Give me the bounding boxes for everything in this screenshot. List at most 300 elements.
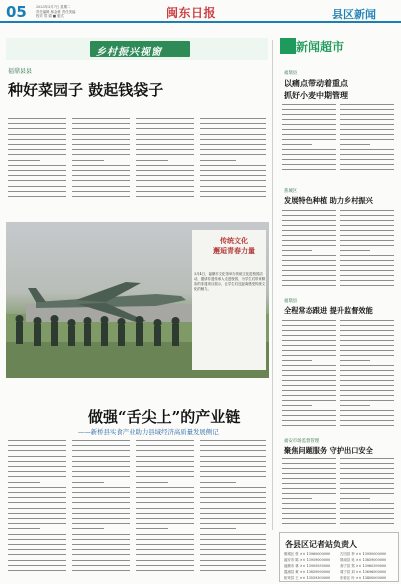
text-line xyxy=(282,154,336,155)
text-line xyxy=(72,445,130,446)
feature-subheadline: ——新桥县实食产业助力县域经济高质量发展侧记 xyxy=(78,428,219,436)
text-line xyxy=(282,498,312,499)
text-line xyxy=(282,285,336,286)
text-line xyxy=(282,109,336,110)
text-line xyxy=(340,420,394,421)
text-line xyxy=(72,461,130,462)
text-line xyxy=(200,502,266,503)
text-line xyxy=(72,471,130,472)
text-line xyxy=(72,476,130,477)
text-line xyxy=(282,425,336,426)
text-line xyxy=(282,164,336,165)
text-line xyxy=(340,129,394,130)
text-line xyxy=(8,492,66,493)
text-line xyxy=(282,395,336,396)
text-line xyxy=(340,518,394,519)
text-line xyxy=(136,497,194,498)
text-line xyxy=(340,225,394,226)
text-line xyxy=(72,144,130,145)
banner-title: 乡村振兴视窗 xyxy=(96,47,162,58)
text-line xyxy=(282,488,336,489)
text-line xyxy=(8,118,66,119)
text-line xyxy=(282,400,336,401)
text-line xyxy=(8,482,40,483)
text-line xyxy=(72,508,130,509)
news-kicker: 蕉城区 xyxy=(284,189,298,194)
text-line xyxy=(282,260,336,261)
text-line xyxy=(136,528,168,529)
text-line xyxy=(8,154,66,155)
text-line xyxy=(136,539,194,540)
text-line xyxy=(340,154,394,155)
text-line xyxy=(340,320,394,321)
text-line xyxy=(72,191,130,192)
photo-caption-title: 传统文化 邂逅青春力量 xyxy=(213,236,255,255)
text-line xyxy=(282,104,336,105)
text-line xyxy=(340,360,370,361)
edition-info xyxy=(36,5,75,19)
text-line xyxy=(72,549,130,550)
text-line xyxy=(200,165,266,166)
text-line xyxy=(200,134,266,135)
text-line xyxy=(340,415,394,416)
text-line xyxy=(136,513,194,514)
text-line xyxy=(200,139,266,140)
text-line xyxy=(340,498,370,499)
text-line xyxy=(8,497,66,498)
text-line xyxy=(282,473,336,474)
photo-caption: 3月4日，福鼎市文化馆举办传统文化进校园活动，邀请非遗传承人走进校园，为学生们带来精彩的非遗项目展示，让学生们近距离感受传统文化的魅力。 xyxy=(194,272,266,291)
news-kicker: 福鼎县 xyxy=(284,71,298,76)
text-line xyxy=(340,245,394,246)
text-line xyxy=(340,365,394,366)
text-line xyxy=(136,544,194,545)
text-line xyxy=(8,149,66,150)
text-line xyxy=(136,196,194,197)
text-line xyxy=(282,139,336,140)
text-line xyxy=(8,528,40,529)
text-line xyxy=(136,549,194,550)
contact-entry: 福安市 陈 ×× 13959000000 xyxy=(284,558,331,562)
text-line xyxy=(340,335,394,336)
news-section-icon xyxy=(280,38,296,54)
text-line xyxy=(282,365,336,366)
text-line xyxy=(200,497,266,498)
text-line xyxy=(340,400,394,401)
text-line xyxy=(136,170,194,171)
text-line xyxy=(8,518,66,519)
text-line xyxy=(200,518,266,519)
text-line xyxy=(340,240,394,241)
lead-headline: 种好菜园子 鼓起钱袋子 xyxy=(8,81,164,99)
text-line xyxy=(340,265,394,266)
text-line xyxy=(340,119,394,120)
contact-entry: 古田县 李 ×× 13950000000 xyxy=(340,552,387,556)
text-line xyxy=(282,483,336,484)
text-line xyxy=(72,180,130,181)
text-line xyxy=(72,554,130,555)
text-line xyxy=(282,220,336,221)
text-line xyxy=(282,335,336,336)
text-line xyxy=(200,487,266,488)
text-line xyxy=(72,440,130,441)
text-line xyxy=(8,461,66,462)
text-line xyxy=(340,488,394,489)
text-line xyxy=(340,114,394,115)
text-line xyxy=(282,508,336,509)
text-line xyxy=(200,554,266,555)
text-line xyxy=(72,466,130,467)
text-line xyxy=(200,180,266,181)
text-line xyxy=(136,175,194,176)
text-line xyxy=(282,210,336,211)
text-line xyxy=(282,144,312,145)
text-line xyxy=(200,508,266,509)
text-line xyxy=(72,118,130,119)
text-line xyxy=(72,492,130,493)
date-line: 2023年3月7日 星期二 xyxy=(36,5,71,9)
text-line xyxy=(340,493,394,494)
text-line xyxy=(282,405,312,406)
text-line xyxy=(340,355,394,356)
proof-line: 校对 郑 娟 ■ 版式 xyxy=(36,14,64,19)
text-line xyxy=(72,518,130,519)
text-line xyxy=(200,154,266,155)
text-line xyxy=(72,523,130,524)
text-line xyxy=(8,476,66,477)
text-line xyxy=(340,473,394,474)
text-line xyxy=(136,160,168,161)
text-line xyxy=(200,523,266,524)
text-line xyxy=(282,134,336,135)
text-line xyxy=(340,215,394,216)
text-line xyxy=(200,450,266,451)
text-line xyxy=(340,385,394,386)
text-line xyxy=(282,225,336,226)
text-line xyxy=(8,170,66,171)
text-line xyxy=(8,539,66,540)
newspaper-logo: 闽东日报 xyxy=(166,6,217,20)
text-line xyxy=(72,196,130,197)
text-line xyxy=(8,445,66,446)
text-line xyxy=(340,285,394,286)
text-line xyxy=(282,270,336,271)
text-line xyxy=(8,513,66,514)
text-line xyxy=(136,570,194,571)
text-line xyxy=(340,149,394,150)
text-line xyxy=(8,570,66,571)
text-line xyxy=(200,128,266,129)
text-line xyxy=(8,134,66,135)
contact-entry: 福鼎市 林 ×× 13905930000 xyxy=(284,564,331,568)
text-line xyxy=(8,508,66,509)
text-line xyxy=(340,250,370,251)
text-line xyxy=(282,493,336,494)
text-line xyxy=(282,463,336,464)
text-line xyxy=(8,191,66,192)
text-line xyxy=(282,458,336,459)
text-line xyxy=(282,478,336,479)
text-line xyxy=(136,476,194,477)
text-line xyxy=(8,180,66,181)
text-line xyxy=(200,445,266,446)
text-line xyxy=(136,456,194,457)
text-line xyxy=(200,123,266,124)
text-line xyxy=(72,160,104,161)
text-line xyxy=(282,149,336,150)
text-line xyxy=(340,280,394,281)
text-line xyxy=(340,395,394,396)
text-line xyxy=(340,375,394,376)
text-line xyxy=(282,169,336,170)
contact-entry: 周宁县 刘 ×× 13696000000 xyxy=(340,570,387,574)
text-line xyxy=(200,492,266,493)
text-line xyxy=(136,492,194,493)
contact-entry: 柘荣县 王 ×× 13559300000 xyxy=(284,576,331,580)
text-line xyxy=(282,124,336,125)
text-line xyxy=(200,149,266,150)
text-line xyxy=(8,549,66,550)
text-line xyxy=(136,518,194,519)
text-line xyxy=(72,502,130,503)
feature-headline: 做强“舌尖上”的产业链 xyxy=(88,408,241,426)
text-line xyxy=(72,175,130,176)
text-line xyxy=(72,497,130,498)
text-line xyxy=(340,483,394,484)
text-line xyxy=(340,104,394,105)
news-kicker: 福鼎县 xyxy=(284,299,298,304)
text-line xyxy=(200,544,266,545)
text-line xyxy=(282,215,336,216)
text-line xyxy=(282,265,336,266)
text-line xyxy=(340,463,394,464)
contact-entry: 蕉城区 张 ×× 13960000000 xyxy=(284,552,331,556)
text-line xyxy=(282,119,336,120)
text-line xyxy=(282,245,336,246)
news-kicker: 福安市场监督管理 xyxy=(284,439,320,444)
text-line xyxy=(282,370,336,371)
text-line xyxy=(72,539,130,540)
text-line xyxy=(282,518,336,519)
text-line xyxy=(200,513,266,514)
text-line xyxy=(8,554,66,555)
text-line xyxy=(282,355,336,356)
text-line xyxy=(200,160,236,161)
text-line xyxy=(8,196,66,197)
text-line xyxy=(200,461,266,462)
text-line xyxy=(340,503,394,504)
text-line xyxy=(8,128,66,129)
text-line xyxy=(200,565,266,566)
text-line xyxy=(136,144,194,145)
text-line xyxy=(136,523,194,524)
text-line xyxy=(340,390,394,391)
text-line xyxy=(340,134,394,135)
text-line xyxy=(200,471,266,472)
text-line xyxy=(340,370,394,371)
text-line xyxy=(340,513,394,514)
text-line xyxy=(282,513,336,514)
text-line xyxy=(136,154,194,155)
text-line xyxy=(72,456,130,457)
text-line xyxy=(340,255,394,256)
text-line xyxy=(200,560,266,561)
text-line xyxy=(136,118,194,119)
text-line xyxy=(282,280,336,281)
text-line xyxy=(200,144,266,145)
text-line xyxy=(8,456,66,457)
text-line xyxy=(136,123,194,124)
text-line xyxy=(72,560,130,561)
lead-kicker: 福鼎县县 xyxy=(8,68,33,75)
text-line xyxy=(282,230,336,231)
text-line xyxy=(282,114,336,115)
text-line xyxy=(282,275,336,276)
text-line xyxy=(72,128,130,129)
text-line xyxy=(72,154,130,155)
text-line xyxy=(340,230,394,231)
text-line xyxy=(8,487,66,488)
text-line xyxy=(282,420,336,421)
text-line xyxy=(340,235,394,236)
text-line xyxy=(136,508,194,509)
text-line xyxy=(72,134,130,135)
text-line xyxy=(200,456,266,457)
text-line xyxy=(200,549,266,550)
text-line xyxy=(136,180,194,181)
text-line xyxy=(200,466,266,467)
text-line xyxy=(200,186,266,187)
text-line xyxy=(136,461,194,462)
masthead-rule xyxy=(0,21,401,23)
text-line xyxy=(340,109,394,110)
text-line xyxy=(340,508,394,509)
text-line xyxy=(72,123,130,124)
text-line xyxy=(72,149,130,150)
contact-entry: 东侨区 叶 ×× 13400000000 xyxy=(340,576,387,580)
text-line xyxy=(136,554,194,555)
text-line xyxy=(72,165,130,166)
text-line xyxy=(8,123,66,124)
text-line xyxy=(136,560,194,561)
text-line xyxy=(282,320,336,321)
text-line xyxy=(200,476,266,477)
text-line xyxy=(282,380,336,381)
text-line xyxy=(340,164,394,165)
text-line xyxy=(72,186,130,187)
text-line xyxy=(200,528,236,529)
text-line xyxy=(340,410,394,411)
text-line xyxy=(8,450,66,451)
text-line xyxy=(340,139,394,140)
section-title: 县区新闻 xyxy=(332,8,376,21)
text-line xyxy=(340,425,394,426)
text-line xyxy=(136,450,194,451)
text-line xyxy=(136,565,194,566)
news-headline-line2: 抓好小麦中期管理 xyxy=(284,90,348,100)
text-line xyxy=(72,170,130,171)
news-headline: 聚焦问题服务 守护出口安全 xyxy=(284,446,373,455)
text-line xyxy=(72,450,130,451)
text-line xyxy=(8,186,66,187)
text-line xyxy=(136,440,194,441)
text-line xyxy=(136,471,194,472)
news-headline: 发展特色种植 助力乡村振兴 xyxy=(284,196,373,205)
text-line xyxy=(8,565,66,566)
text-line xyxy=(340,345,394,346)
text-line xyxy=(8,139,66,140)
text-line xyxy=(136,534,194,535)
text-line xyxy=(340,169,394,170)
text-line xyxy=(282,129,336,130)
text-line xyxy=(340,144,370,145)
text-line xyxy=(136,445,194,446)
text-line xyxy=(282,250,312,251)
text-line xyxy=(136,191,194,192)
text-line xyxy=(340,458,394,459)
text-line xyxy=(200,570,266,571)
text-line xyxy=(282,235,336,236)
text-line xyxy=(8,440,66,441)
text-line xyxy=(282,345,336,346)
text-line xyxy=(282,350,336,351)
text-line xyxy=(72,482,104,483)
text-line xyxy=(8,144,66,145)
text-line xyxy=(136,128,194,129)
text-line xyxy=(282,325,336,326)
text-line xyxy=(136,139,194,140)
text-line xyxy=(282,503,336,504)
text-line xyxy=(340,159,394,160)
text-line xyxy=(72,570,130,571)
page-number: 05 xyxy=(6,3,27,21)
text-line xyxy=(8,165,66,166)
text-line xyxy=(200,196,266,197)
text-line xyxy=(282,385,336,386)
text-line xyxy=(8,502,66,503)
text-line xyxy=(136,165,194,166)
text-line xyxy=(340,468,394,469)
text-line xyxy=(282,415,336,416)
contact-entry: 寿宁县 郑 ×× 13960390000 xyxy=(340,564,387,568)
text-line xyxy=(136,466,194,467)
text-line xyxy=(340,478,394,479)
text-line xyxy=(340,350,394,351)
text-line xyxy=(136,502,194,503)
text-line xyxy=(8,175,66,176)
text-line xyxy=(282,330,336,331)
text-line xyxy=(282,410,336,411)
text-line xyxy=(340,210,394,211)
text-line xyxy=(340,275,394,276)
text-line xyxy=(282,375,336,376)
text-line xyxy=(136,134,194,135)
text-line xyxy=(136,186,194,187)
text-line xyxy=(200,175,266,176)
contact-entry: 霞浦县 黄 ×× 13859090000 xyxy=(284,570,331,574)
text-line xyxy=(340,523,394,524)
text-line xyxy=(136,482,168,483)
text-line xyxy=(340,124,394,125)
news-headline: 以痛点带动着重点 xyxy=(284,78,348,88)
text-line xyxy=(8,523,66,524)
text-line xyxy=(72,565,130,566)
text-line xyxy=(200,539,266,540)
text-line xyxy=(8,560,66,561)
text-line xyxy=(282,340,336,341)
text-line xyxy=(8,466,66,467)
text-line xyxy=(340,380,394,381)
